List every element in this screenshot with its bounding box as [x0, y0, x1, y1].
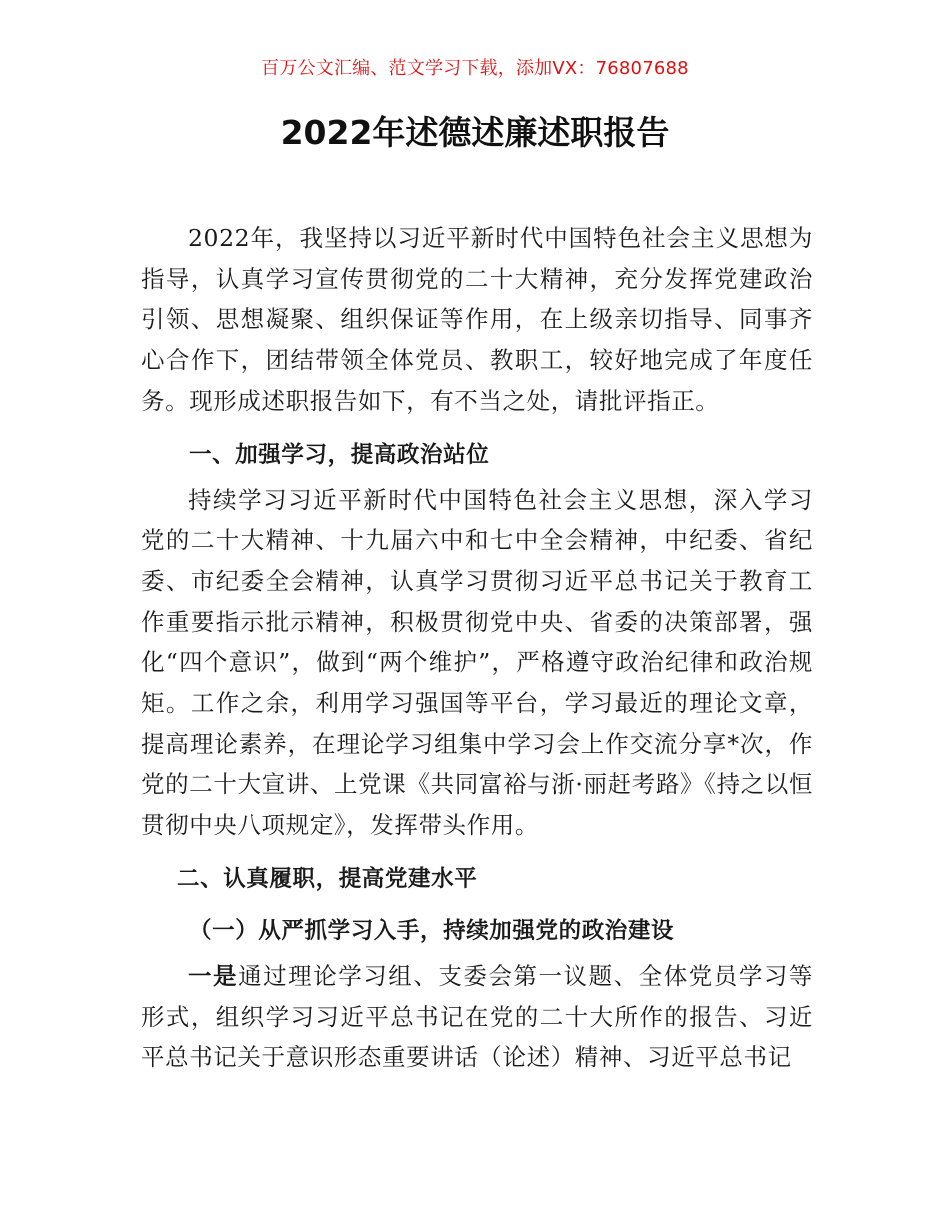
intro-paragraph: 2022年，我坚持以习近平新时代中国特色社会主义思想为指导，认真学习宣传贯彻党的二十大精神，充分发挥党建政治引领、思想凝聚、组织保证等作用，在上级亲切指导、同事齐心合作下，团结带领全体党员、教职工，较好地完成了年度任务。现形成述职报告如下，有不当之处，请批评指正。 [141, 224, 813, 415]
item1-text: 通过理论学习组、支委会第一议题、全体党员学习等形式，组织学习习近平总书记在党的二十大所作的报告、习近平总书记关于意识形态重要讲话（论述）精神、习近平总书记 [141, 961, 813, 1072]
item1-lead: 一是 [188, 961, 239, 990]
watermark-banner: 百万公文汇编、范文学习下载，添加VX：76807688 [261, 58, 689, 79]
document-body [141, 218, 813, 1078]
document-title: 2022年述德述廉述职报告 [280, 113, 670, 152]
section-heading-2: 二、认真履职，提高党建水平 [177, 865, 478, 892]
subsection-heading-1: （一）从严抓学习入手，持续加强党的政治建设 [189, 917, 675, 944]
section1-paragraph: 持续学习习近平新时代中国特色社会主义思想，深入学习党的二十大精神、十九届六中和七中全会精神，中纪委、省纪委、市纪委全会精神，认真学习贯彻习近平总书记关于教育工作重要指示批示精神，积极贯彻党中央、省委的决策部署，强化“四个意识”，做到“两个维护”，严格遵守政治纪律和政治规矩。工作之余，利用学习强国等平台，学习最近的理论文章，提高理论素养，在理论学习组集中学习会上作交流分享*次，作党的二十大宣讲、上党课《共同富裕与浙·丽赶考路》《持之以恒贯彻中央八项规定》，发挥带头作用。 [141, 485, 813, 840]
section-heading-1: 一、加强学习，提高政治站位 [189, 441, 490, 468]
item1-paragraph [141, 956, 813, 1078]
